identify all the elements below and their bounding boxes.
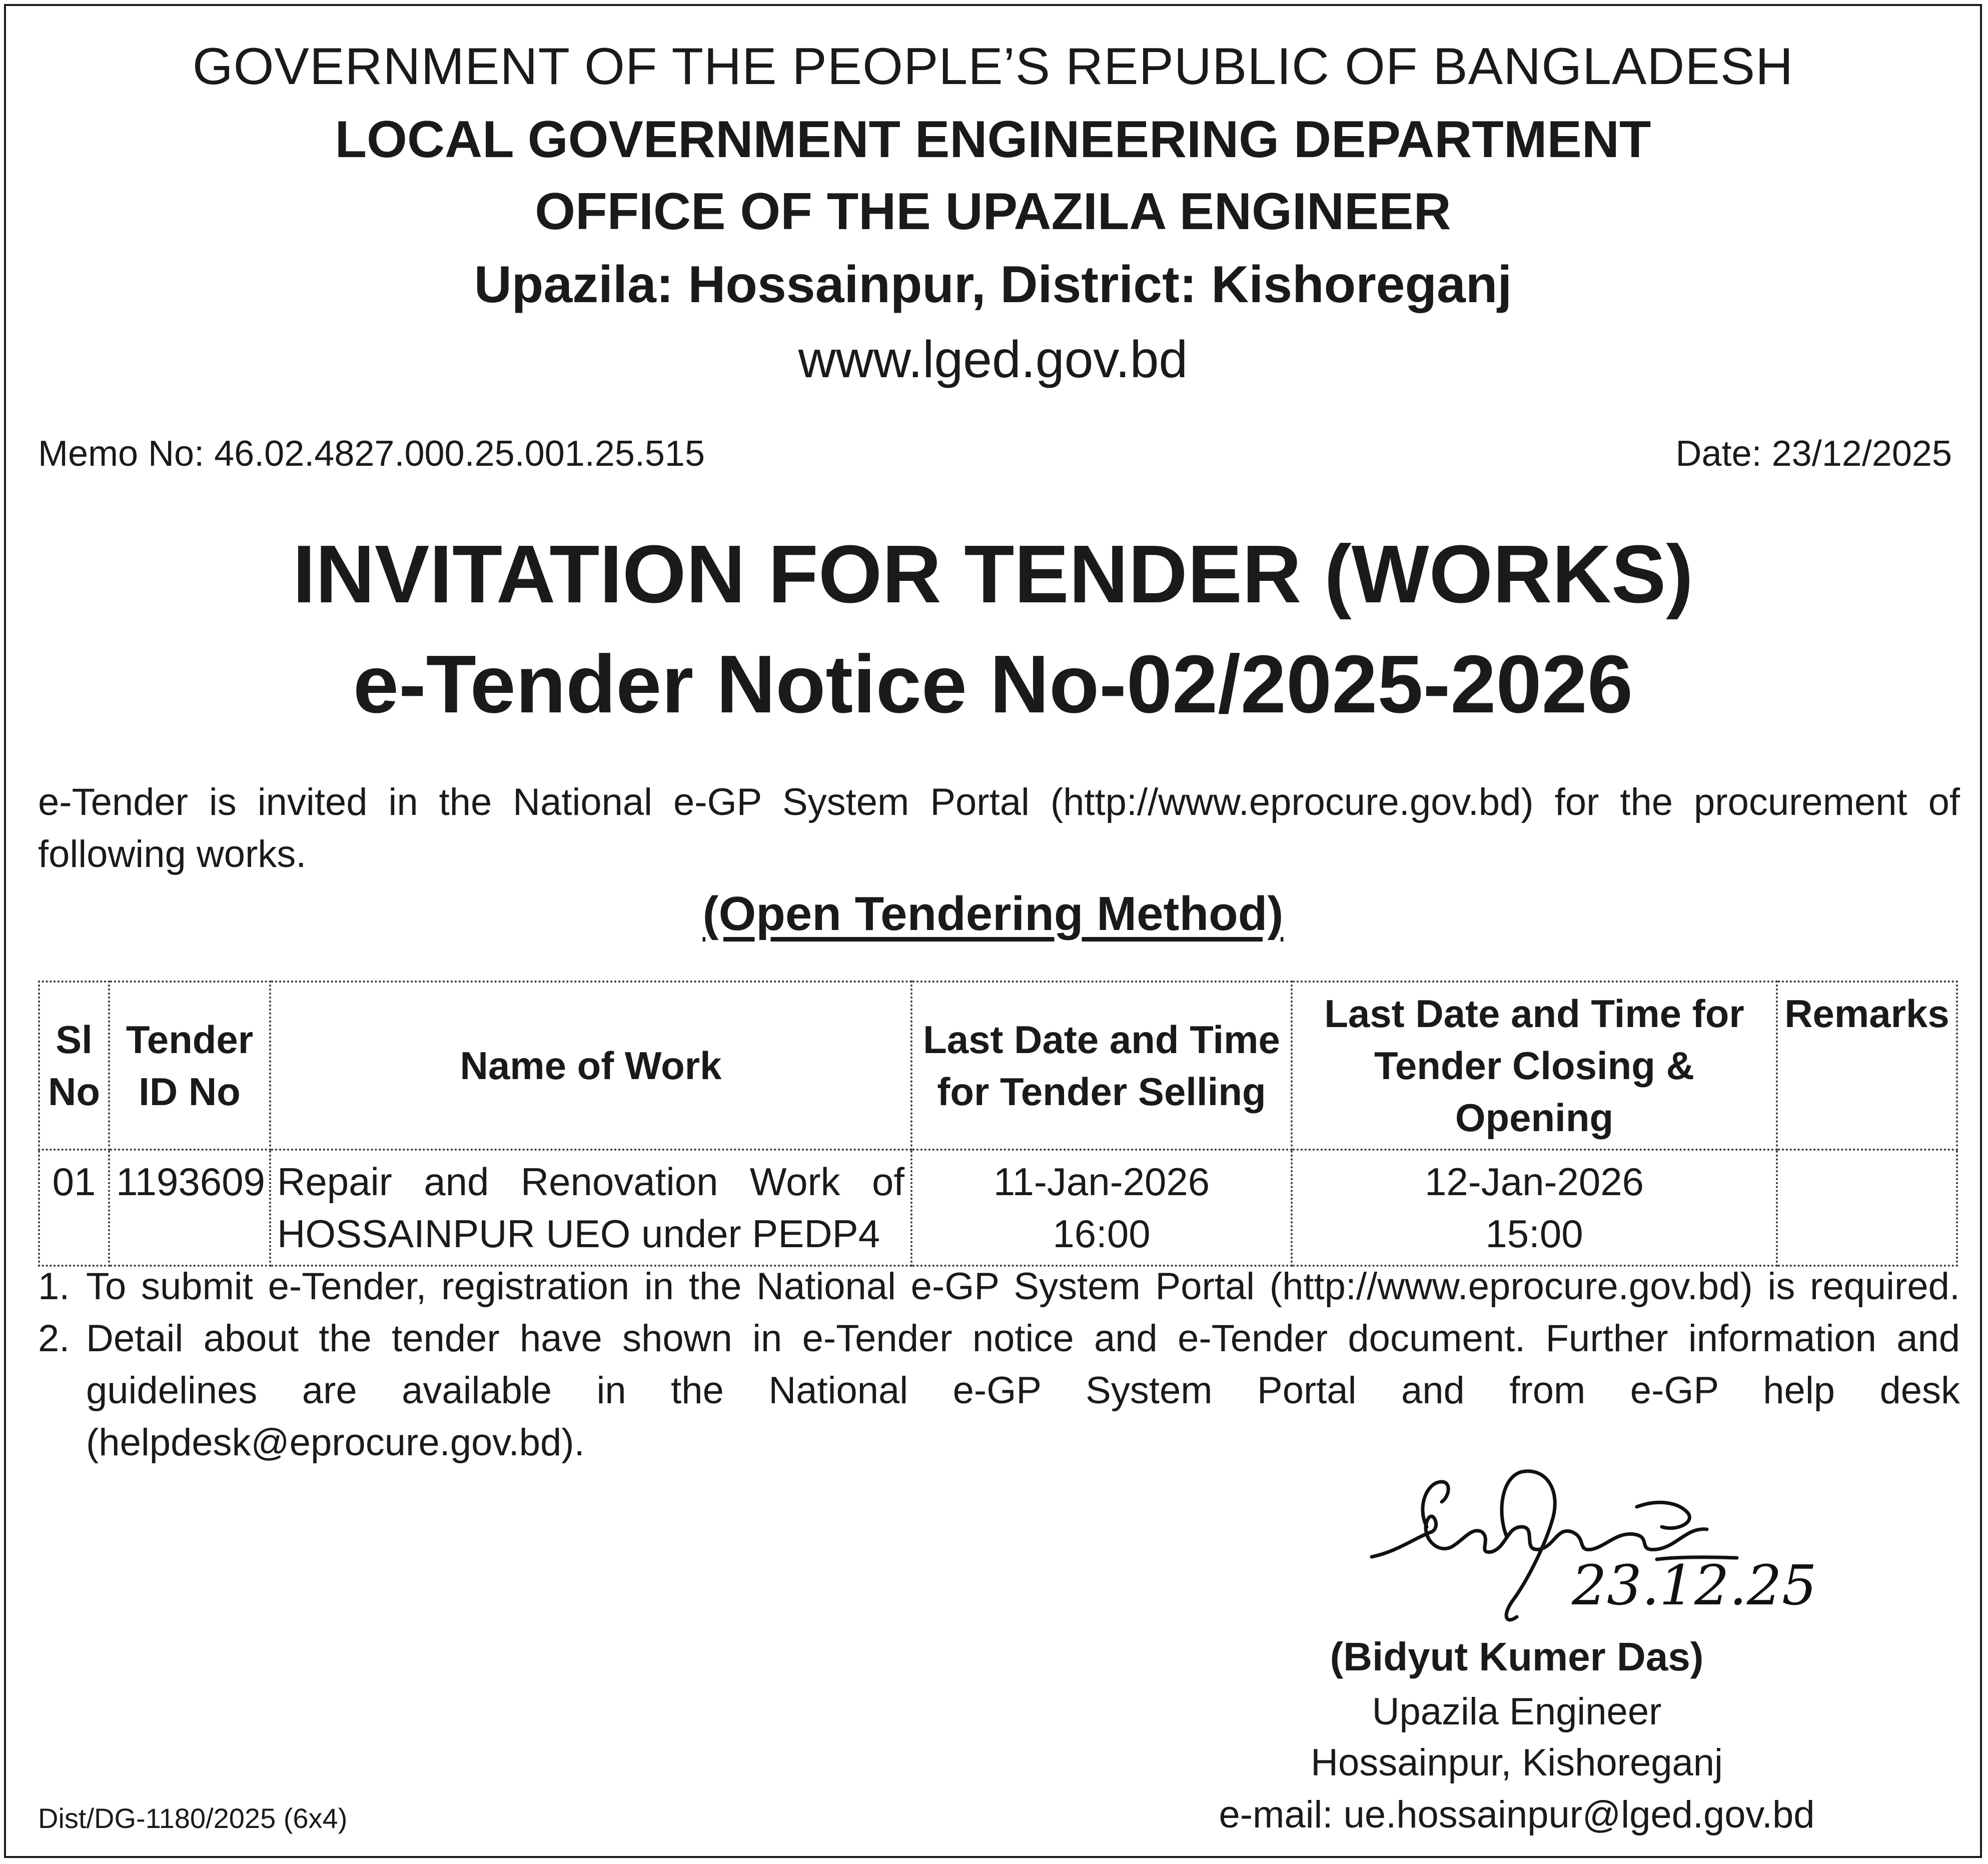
col-selling-line1: Last Date and Time xyxy=(923,1018,1280,1062)
notice-title: INVITATION FOR TENDER (WORKS) xyxy=(293,528,1693,620)
distribution-code: Dist/DG-1180/2025 (6x4) xyxy=(38,1802,348,1834)
tender-notice-page xyxy=(4,4,1982,1858)
government-heading: GOVERNMENT OF THE PEOPLE’S REPUBLIC OF BANGLADESH xyxy=(192,38,1794,96)
office-heading: OFFICE OF THE UPAZILA ENGINEER xyxy=(535,183,1451,241)
list-item xyxy=(38,1261,1960,1313)
col-sl-no-line2: No xyxy=(48,1070,100,1114)
tender-table xyxy=(38,981,1958,1267)
note-number: 2. xyxy=(38,1317,70,1360)
signatory-email: e-mail: ue.hossainpur@lged.gov.bd xyxy=(1219,1793,1815,1836)
table-header-row xyxy=(39,982,1957,1150)
signature-graphic xyxy=(1357,1452,1887,1632)
col-remarks: Remarks xyxy=(1777,982,1957,1150)
col-closing-deadline xyxy=(1292,982,1777,1150)
col-tender-id-line1: Tender xyxy=(126,1018,254,1062)
website-text: www.lged.gov.bd xyxy=(798,331,1188,389)
col-tender-id xyxy=(109,982,270,1150)
signature-date: 23.12.25 xyxy=(1572,1553,1817,1617)
tendering-method: (Open Tendering Method) xyxy=(702,887,1284,941)
note-number: 1. xyxy=(38,1265,70,1308)
list-item xyxy=(38,1313,1960,1469)
col-name-of-work: Name of Work xyxy=(270,982,911,1150)
cell-remarks xyxy=(1777,1150,1957,1266)
note-text: To submit e-Tender, registration in the National e-GP System Portal (http://www.eprocure.gov.bd) is required. xyxy=(86,1265,1960,1308)
signatory-name: (Bidyut Kumer Das) xyxy=(1330,1634,1704,1679)
signatory-place: Hossainpur, Kishoreganj xyxy=(1311,1741,1723,1784)
cell-closing-time: 15:00 xyxy=(1485,1212,1583,1256)
memo-date: Date: 23/12/2025 xyxy=(1675,434,1952,474)
col-sl-no xyxy=(39,982,109,1150)
notes-list xyxy=(38,1261,1960,1469)
col-closing-line2: Tender Closing & Opening xyxy=(1374,1044,1694,1140)
department-heading: LOCAL GOVERNMENT ENGINEERING DEPARTMENT xyxy=(335,111,1651,169)
cell-selling xyxy=(911,1150,1292,1266)
cell-closing xyxy=(1292,1150,1777,1266)
cell-sl: 01 xyxy=(39,1150,109,1266)
cell-selling-time: 16:00 xyxy=(1053,1212,1151,1256)
col-tender-id-line2: ID No xyxy=(139,1070,241,1114)
cell-name-of-work: Repair and Renovation Work of HOSSAINPUR UEO under PEDP4 xyxy=(270,1150,911,1266)
memo-number: Memo No: 46.02.4827.000.25.001.25.515 xyxy=(38,434,705,474)
col-selling-line2: for Tender Selling xyxy=(937,1070,1266,1114)
notice-number: e-Tender Notice No-02/2025-2026 xyxy=(353,638,1633,730)
cell-tender-id: 1193609 xyxy=(109,1150,270,1266)
table-row xyxy=(39,1150,1957,1266)
intro-paragraph: e-Tender is invited in the National e-GP System Portal (http://www.eprocure.gov.bd) for the procurement of following works. xyxy=(38,781,1960,875)
col-selling-deadline xyxy=(911,982,1292,1150)
signature-stroke xyxy=(1637,1502,1689,1528)
col-sl-no-line1: Sl xyxy=(56,1018,93,1062)
note-text: Detail about the tender have shown in e-Tender notice and e-Tender document. Further information and guidelines are available in the National e-GP System Portal and from e-GP help desk (helpdesk@eprocure.gov.bd). xyxy=(86,1317,1960,1464)
signatory-designation: Upazila Engineer xyxy=(1372,1690,1662,1733)
col-closing-line1: Last Date and Time for xyxy=(1324,992,1744,1036)
cell-selling-date: 11-Jan-2026 xyxy=(993,1160,1210,1204)
cell-closing-date: 12-Jan-2026 xyxy=(1425,1160,1644,1204)
location-heading: Upazila: Hossainpur, District: Kishoreganj xyxy=(474,256,1512,314)
